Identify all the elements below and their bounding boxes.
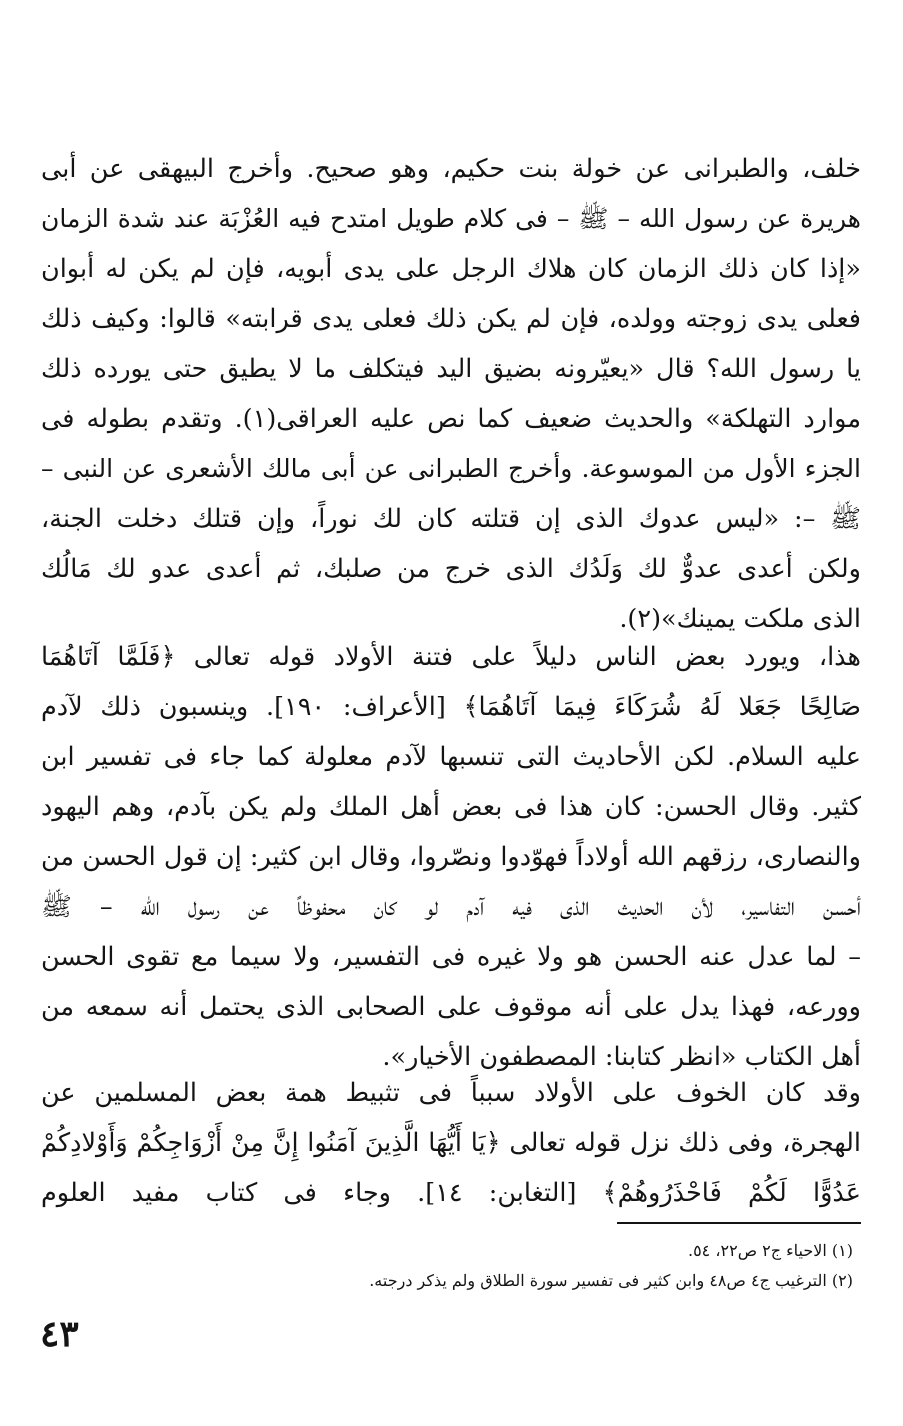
text-line: الهجرة، وفى ذلك نزل قوله تعالى ﴿يَا أَيُّهَا الَّذِينَ آمَنُوا إِنَّ مِنْ أَزْوَاجِكُمْ وَأَوْلادِكُمْ — [41, 1128, 861, 1158]
text-line: هريرة عن رسول الله – ﷺ – فى كلام طويل امتدح فيه العُزْبَة عند شدة الزمان — [41, 204, 861, 233]
text-line: ﷺ –: «ليس عدوك الذى إن قتلته كان لك نوراً، وإن قتلك دخلت الجنة، — [41, 504, 861, 534]
text-line: هذا، ويورد بعض الناس دليلاً على فتنة الأولاد قوله تعالى ﴿فَلَمَّا آتَاهُمَا — [41, 642, 861, 672]
footnote-divider — [617, 1222, 861, 1224]
text-line: أحسن التفاسير، لأن الحديث الذى فيه آدم لو كان محفوظاً عن رسول الله – ﷺ — [41, 892, 861, 922]
footnote-2: (٢) الترغيب ج٤ ص٤٨ وابن كثير فى تفسير سورة الطلاق ولم يذكر درجته. — [369, 1271, 853, 1290]
page-number: ٤٣ — [40, 1313, 79, 1355]
text-line: الذى ملكت يمينك»(٢). — [619, 604, 861, 634]
text-line: خلف، والطبرانى عن خولة بنت حكيم، وهو صحيح. وأخرج البيهقى عن أبى — [41, 154, 861, 184]
footnote-1: (١) الاحياء ج٢ ص٢٢، ٥٤. — [687, 1241, 853, 1260]
text-line: وورعه، فهذا يدل على أنه موقوف على الصحابى الذى يحتمل أنه سمعه من — [41, 992, 861, 1022]
text-line: «إذا كان ذلك الزمان كان هلاك الرجل على يدى أبويه، فإن لم يكن له أبوان — [41, 254, 861, 284]
paragraph-1 — [41, 144, 861, 644]
footnotes — [53, 1236, 853, 1296]
text-line: عليه السلام. لكن الأحاديث التى تنسبها لآدم معلولة كما جاء فى تفسير ابن — [41, 742, 861, 772]
text-line: عَدُوًّا لَكُمْ فَاحْذَرُوهُمْ﴾ [التغابن: ١٤]. وجاء فى كتاب مفيد العلوم — [41, 1178, 862, 1208]
text-line: وقد كان الخوف على الأولاد سبباً فى تثبيط همة بعض المسلمين عن — [41, 1078, 861, 1108]
text-line: موارد التهلكة» والحديث ضعيف كما نص عليه العراقى(١). وتقدم بطوله فى — [41, 404, 861, 434]
paragraph-3 — [41, 1068, 861, 1218]
text-line: أهل الكتاب «انظر كتابنا: المصطفون الأخيار». — [382, 1042, 861, 1072]
text-line: والنصارى، رزقهم الله أولاداً فهوّدوا ونصّروا، وقال ابن كثير: إن قول الحسن من — [41, 842, 861, 872]
text-line: صَالِحًا جَعَلا لَهُ شُرَكَاءَ فِيمَا آتَاهُمَا﴾ [الأعراف: ١٩٠]. وينسبون ذلك لآدم — [41, 692, 861, 722]
text-line: الجزء الأول من الموسوعة. وأخرج الطبرانى عن أبى مالك الأشعرى عن النبى – — [41, 454, 861, 483]
text-line: كثير. وقال الحسن: كان هذا فى بعض أهل الملك ولم يكن بآدم، وهم اليهود — [41, 792, 861, 822]
paragraph-2 — [41, 632, 861, 1082]
text-line: يا رسول الله؟ قال «يعيّرونه بضيق اليد فيتكلف ما لا يطيق حتى يورده ذلك — [41, 354, 861, 384]
text-line: فعلى يدى زوجته وولده، فإن لم يكن ذلك فعلى يدى قرابته» قالوا: وكيف ذلك — [41, 304, 861, 334]
text-line: ولكن أعدى عدوٌّ لك وَلَدُك الذى خرج من صلبك، ثم أعدى عدو لك مَالُك — [41, 554, 861, 584]
text-line: – لما عدل عنه الحسن هو ولا غيره فى التفسير، ولا سيما مع تقوى الحسن — [41, 942, 861, 972]
